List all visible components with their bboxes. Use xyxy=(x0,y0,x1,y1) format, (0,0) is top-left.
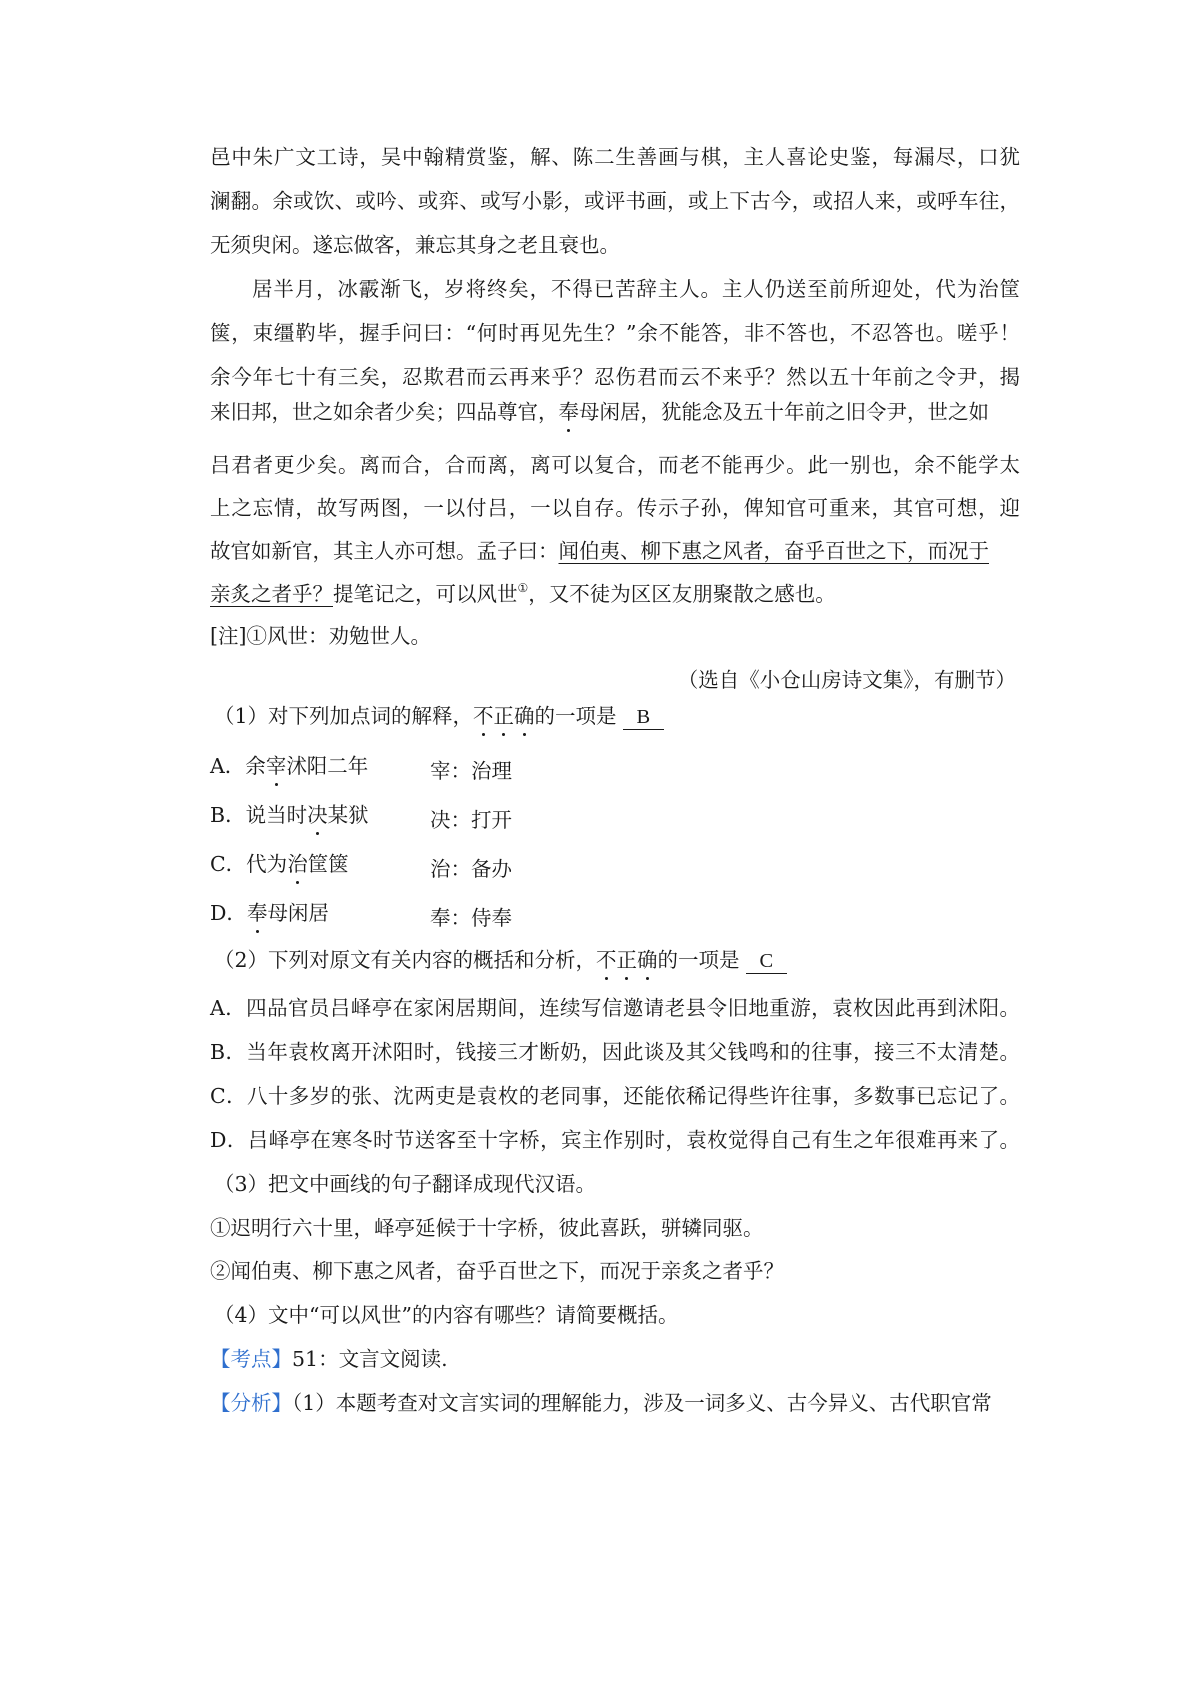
q3-sentence-1: ①迟明行六十里，峄亭延候于十字桥，彼此喜跃，骈辚同驱。 xyxy=(210,1216,764,1240)
underlined-sentence: 亲炙之者乎？ xyxy=(210,582,333,606)
q2-option-b: B．当年袁枚离开沭阳时，钱接三才断奶，因此谈及其父钱鸣和的往事，接三不太清楚。 xyxy=(210,1040,1020,1064)
q2-option-a: A．四品官员吕峄亭在家闲居期间，连续写信邀请老县令旧地重游，袁枚因此再到沭阳。 xyxy=(210,996,1020,1020)
q1-option-b xyxy=(210,801,1020,829)
dotted-char: 确 xyxy=(514,704,535,728)
text-run: 故官如新官，其主人亦可想。孟子曰： xyxy=(210,539,559,563)
underlined-sentence: 闻伯夷、柳下惠之风者，奋乎百世之下，而况于 xyxy=(558,539,989,563)
answer-blank: C xyxy=(746,949,788,974)
passage-line: 箧，束缰靮毕，握手问曰：“何时再见先生？”余不能答，非不答也，不忍答也。嗟乎！ xyxy=(210,321,1020,345)
dotted-char: 不 xyxy=(596,948,617,972)
dotted-char: 确 xyxy=(637,948,658,972)
dotted-char: 治 xyxy=(287,852,308,876)
question-1 xyxy=(214,702,1024,730)
text-run: A．余 xyxy=(210,754,266,778)
q1-option-a-explanation: 宰：治理 xyxy=(430,759,512,783)
kaodian xyxy=(210,1345,1020,1373)
passage-line xyxy=(210,580,1020,608)
text-run: 母闲居 xyxy=(267,901,329,925)
passage-line: 无须臾闲。遂忘做客，兼忘其身之老且衰也。 xyxy=(210,233,620,257)
q1-option-a xyxy=(210,752,1020,780)
source-citation: （选自《小仓山房诗文集》，有删节） xyxy=(677,668,1016,692)
question-3: （3）把文中画线的句子翻译成现代汉语。 xyxy=(214,1172,597,1196)
footnote-mark: ① xyxy=(517,581,529,595)
text-run: 筐箧 xyxy=(307,852,349,876)
dotted-char: 正 xyxy=(616,948,638,972)
text-run: 来旧邦，世之如余者少矣；四品尊官， xyxy=(210,400,559,424)
dotted-char: 正 xyxy=(493,704,515,728)
dotted-char: 决 xyxy=(307,803,328,827)
text-run: 提笔记之，可以风世 xyxy=(333,582,518,606)
q1-option-d-explanation: 奉：侍奉 xyxy=(430,906,512,930)
passage-line xyxy=(210,398,1020,426)
question-2 xyxy=(214,946,1024,974)
dotted-char: 奉 xyxy=(246,901,268,925)
answer-blank: B xyxy=(623,705,665,730)
passage-line: 邑中朱广文工诗，吴中翰精赏鉴，解、陈二生善画与棋，主人喜论史鉴，每漏尽，口犹 xyxy=(210,145,1020,169)
fenxi xyxy=(210,1389,1020,1417)
dotted-char: 宰 xyxy=(265,754,287,778)
text-run: （1）对下列加点词的解释， xyxy=(214,704,474,728)
kaodian-text: 51：文言文阅读. xyxy=(292,1347,448,1371)
passage-line xyxy=(210,537,1020,565)
text-run: B．说当时 xyxy=(210,803,308,827)
fenxi-text: （1）本题考查对文言实词的理解能力，涉及一词多义、古今异义、古代职官常 xyxy=(292,1391,992,1415)
text-run: 母闲居，犹能念及五十年前之旧令尹，世之如 xyxy=(579,400,989,424)
passage-line: 澜翻。余或饮、或吟、或弈、或写小影，或评书画，或上下古今，或招人来，或呼车往， xyxy=(210,189,1020,213)
q2-option-c: C．八十多岁的张、沈两吏是袁枚的老同事，还能依稀记得些许往事，多数事已忘记了。 xyxy=(210,1084,1020,1108)
q2-option-d: D．吕峄亭在寒冬时节送客至十字桥，宾主作别时，袁枚觉得自己有生之年很难再来了。 xyxy=(210,1128,1020,1152)
text-run: C．代为 xyxy=(210,852,288,876)
fenxi-tag: 【分析】 xyxy=(210,1391,292,1415)
text-run: ，又不徒为区区友朋聚散之感也。 xyxy=(528,582,836,606)
footnote: [注]①风世：劝勉世人。 xyxy=(210,624,431,648)
dotted-char: 不 xyxy=(473,704,494,728)
q1-option-c-explanation: 治：备办 xyxy=(430,857,512,881)
passage-paragraph-start: 居半月，冰霰渐飞，岁将终矣，不得已苦辞主人。主人仍送至前所迎处，代为治筐 xyxy=(252,277,1020,301)
passage-line: 吕君者更少矣。离而合，合而离，离可以复合，而老不能再少。此一别也，余不能学太 xyxy=(210,453,1020,477)
text-run: 的一项是 xyxy=(657,948,740,972)
passage-line: 余今年七十有三矣，忍欺君而云再来乎？忍伤君而云不来乎？然以五十年前之令尹，揭 xyxy=(210,365,1020,389)
text-run: D． xyxy=(210,901,247,925)
dotted-char: 奉 xyxy=(558,400,579,424)
q3-sentence-2: ②闻伯夷、柳下惠之风者，奋乎百世之下，而况于亲炙之者乎？ xyxy=(210,1259,784,1283)
passage-line: 上之忘情，故写两图，一以付吕，一以自存。传示子孙，俾知官可重来，其官可想，迎 xyxy=(210,496,1020,520)
q1-option-d xyxy=(210,899,1020,927)
text-run: 的一项是 xyxy=(534,704,617,728)
question-4: （4）文中“可以风世”的内容有哪些？请简要概括。 xyxy=(214,1303,679,1327)
kaodian-tag: 【考点】 xyxy=(210,1347,292,1371)
q1-option-c xyxy=(210,850,1020,878)
text-run: 某狱 xyxy=(327,803,369,827)
text-run: 沭阳二年 xyxy=(286,754,369,778)
text-run: （2）下列对原文有关内容的概括和分析， xyxy=(214,948,597,972)
q1-option-b-explanation: 决：打开 xyxy=(430,808,512,832)
